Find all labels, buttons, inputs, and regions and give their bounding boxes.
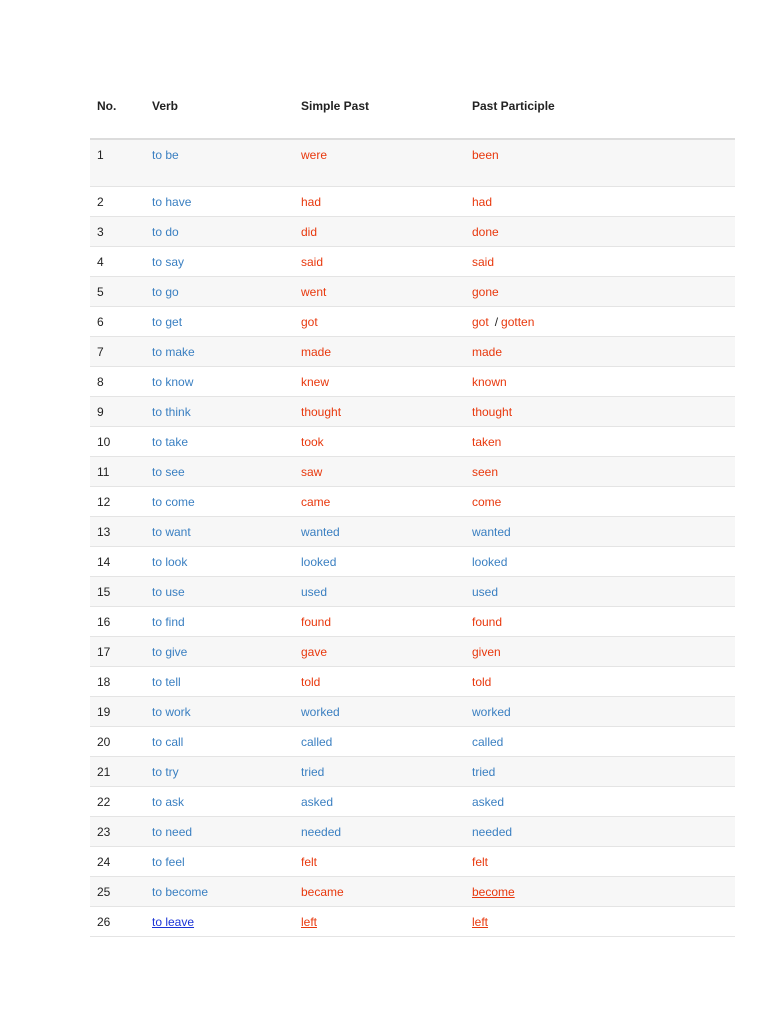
cell-no: 6 (97, 315, 104, 329)
cell-verb: to look (152, 555, 188, 569)
cell-past-participle (472, 555, 507, 569)
table-row (90, 727, 735, 757)
table-row (90, 907, 735, 937)
cell-verb: to find (152, 615, 185, 629)
cell-verb: to try (152, 765, 179, 779)
cell-no: 1 (97, 148, 104, 162)
table-row (90, 307, 735, 337)
cell-simple-past: told (301, 675, 321, 689)
participle-form: used (472, 585, 499, 599)
cell-past-participle (472, 225, 499, 239)
table-row (90, 877, 735, 907)
cell-no: 26 (97, 915, 111, 929)
cell-past-participle (472, 285, 499, 299)
participle-form: known (472, 375, 507, 389)
participle-form: thought (472, 405, 513, 419)
cell-verb: to use (152, 585, 185, 599)
cell-no: 12 (97, 495, 111, 509)
table-row (90, 247, 735, 277)
cell-verb: to call (152, 735, 184, 749)
cell-past-participle (472, 675, 491, 689)
cell-simple-past: did (301, 225, 318, 239)
cell-no: 2 (97, 195, 104, 209)
table-row (90, 397, 735, 427)
cell-simple-past: felt (301, 855, 318, 869)
table-row (90, 517, 735, 547)
header-simple-past: Simple Past (301, 99, 370, 113)
participle-form: tried (472, 765, 496, 779)
participle-form[interactable]: left (472, 915, 489, 929)
table-row (90, 667, 735, 697)
cell-simple-past: wanted (301, 525, 340, 539)
cell-verb: to ask (152, 795, 185, 809)
table-row (90, 277, 735, 307)
cell-simple-past: called (301, 735, 333, 749)
cell-simple-past: found (301, 615, 332, 629)
table-row (90, 817, 735, 847)
cell-verb: to become (152, 885, 209, 899)
cell-past-participle (472, 148, 499, 162)
participle-form: wanted (472, 525, 511, 539)
cell-simple-past: came (301, 495, 331, 509)
cell-simple-past: thought (301, 405, 342, 419)
cell-verb: to see (152, 465, 185, 479)
cell-no: 8 (97, 375, 104, 389)
participle-separator: / (494, 315, 499, 329)
cell-verb: to go (152, 285, 179, 299)
cell-past-participle (472, 705, 511, 719)
cell-no: 22 (97, 795, 111, 809)
participle-form: looked (472, 555, 508, 569)
participle-form[interactable]: become (472, 885, 515, 899)
cell-no: 7 (97, 345, 104, 359)
cell-no: 25 (97, 885, 111, 899)
cell-past-participle (472, 405, 512, 419)
table-header (90, 88, 735, 140)
cell-verb: to do (152, 225, 179, 239)
cell-no: 18 (97, 675, 111, 689)
cell-no: 5 (97, 285, 104, 299)
cell-no: 4 (97, 255, 104, 269)
table-row (90, 577, 735, 607)
participle-form: called (472, 735, 504, 749)
cell-simple-past: got (301, 315, 318, 329)
participle-form: come (472, 495, 502, 509)
cell-past-participle (472, 495, 501, 509)
cell-past-participle (472, 435, 501, 449)
cell-no: 14 (97, 555, 111, 569)
cell-past-participle (472, 465, 498, 479)
participle-form: made (472, 345, 503, 359)
cell-simple-past: asked (301, 795, 334, 809)
participle-form: got (472, 315, 489, 329)
cell-verb[interactable]: to leave (152, 915, 195, 929)
participle-form: been (472, 148, 499, 162)
cell-verb: to need (152, 825, 193, 839)
table-row (90, 547, 735, 577)
cell-simple-past: needed (301, 825, 342, 839)
participle-form: told (472, 675, 492, 689)
cell-no: 23 (97, 825, 111, 839)
cell-past-participle (472, 195, 492, 209)
cell-no: 15 (97, 585, 111, 599)
cell-verb: to come (152, 495, 195, 509)
cell-verb: to get (152, 315, 183, 329)
cell-no: 13 (97, 525, 111, 539)
cell-simple-past[interactable]: left (301, 915, 318, 929)
cell-verb: to have (152, 195, 192, 209)
cell-past-participle (472, 615, 502, 629)
cell-simple-past: took (301, 435, 324, 449)
participle-form: taken (472, 435, 502, 449)
participle-form: done (472, 225, 499, 239)
table-row (90, 217, 735, 247)
cell-no: 10 (97, 435, 111, 449)
cell-verb: to say (152, 255, 185, 269)
table-row (90, 487, 735, 517)
table-row (90, 187, 735, 217)
cell-verb: to make (152, 345, 195, 359)
cell-past-participle (472, 525, 511, 539)
cell-simple-past: said (301, 255, 324, 269)
cell-no: 20 (97, 735, 111, 749)
cell-past-participle (472, 855, 488, 869)
cell-simple-past: tried (301, 765, 325, 779)
cell-simple-past: became (301, 885, 344, 899)
cell-past-participle[interactable] (472, 915, 488, 929)
cell-past-participle (472, 645, 501, 659)
participle-form: had (472, 195, 493, 209)
verb-table (90, 88, 735, 937)
participle-form: felt (472, 855, 489, 869)
cell-verb: to be (152, 148, 179, 162)
cell-simple-past: used (301, 585, 328, 599)
cell-past-participle (472, 795, 504, 809)
table-row (90, 457, 735, 487)
cell-verb: to feel (152, 855, 185, 869)
table-row (90, 637, 735, 667)
header-past-participle: Past Participle (472, 99, 555, 113)
participle-form: gone (472, 285, 499, 299)
cell-simple-past: saw (301, 465, 323, 479)
cell-past-participle (472, 735, 503, 749)
cell-past-participle (472, 255, 494, 269)
table-body (90, 140, 735, 937)
participle-form: seen (472, 465, 499, 479)
cell-verb: to take (152, 435, 189, 449)
table-row (90, 607, 735, 637)
cell-verb: to tell (152, 675, 181, 689)
cell-no: 11 (97, 465, 110, 479)
cell-past-participle (472, 345, 502, 359)
cell-verb: to want (152, 525, 191, 539)
cell-past-participle[interactable] (472, 885, 515, 899)
cell-no: 19 (97, 705, 111, 719)
cell-no: 21 (97, 765, 111, 779)
participle-form: said (472, 255, 495, 269)
cell-verb: to give (152, 645, 188, 659)
participle-form: found (472, 615, 503, 629)
cell-past-participle (472, 825, 512, 839)
cell-simple-past: had (301, 195, 322, 209)
cell-past-participle (472, 585, 498, 599)
cell-simple-past: were (301, 148, 328, 162)
table-row (90, 337, 735, 367)
cell-past-participle (472, 375, 507, 389)
table-row (90, 697, 735, 727)
table-row (90, 367, 735, 397)
table-row (90, 847, 735, 877)
cell-verb: to work (152, 705, 191, 719)
cell-no: 16 (97, 615, 111, 629)
cell-simple-past: made (301, 345, 332, 359)
participle-form: given (472, 645, 501, 659)
cell-simple-past: went (301, 285, 327, 299)
cell-past-participle (472, 765, 495, 779)
cell-past-participle (472, 315, 534, 329)
cell-simple-past: gave (301, 645, 328, 659)
participle-form: asked (472, 795, 505, 809)
participle-form: worked (472, 705, 511, 719)
cell-verb: to know (152, 375, 194, 389)
cell-verb: to think (152, 405, 191, 419)
cell-no: 24 (97, 855, 111, 869)
cell-simple-past: knew (301, 375, 330, 389)
header-no: No. (97, 99, 117, 113)
cell-no: 3 (97, 225, 104, 239)
participle-alt-form: gotten (501, 315, 535, 329)
table-row (90, 140, 735, 187)
table-row (90, 427, 735, 457)
header-verb: Verb (152, 99, 179, 113)
cell-simple-past: worked (301, 705, 340, 719)
cell-no: 17 (97, 645, 111, 659)
cell-simple-past: looked (301, 555, 337, 569)
table-row (90, 757, 735, 787)
table-row (90, 787, 735, 817)
participle-form: needed (472, 825, 513, 839)
cell-no: 9 (97, 405, 104, 419)
